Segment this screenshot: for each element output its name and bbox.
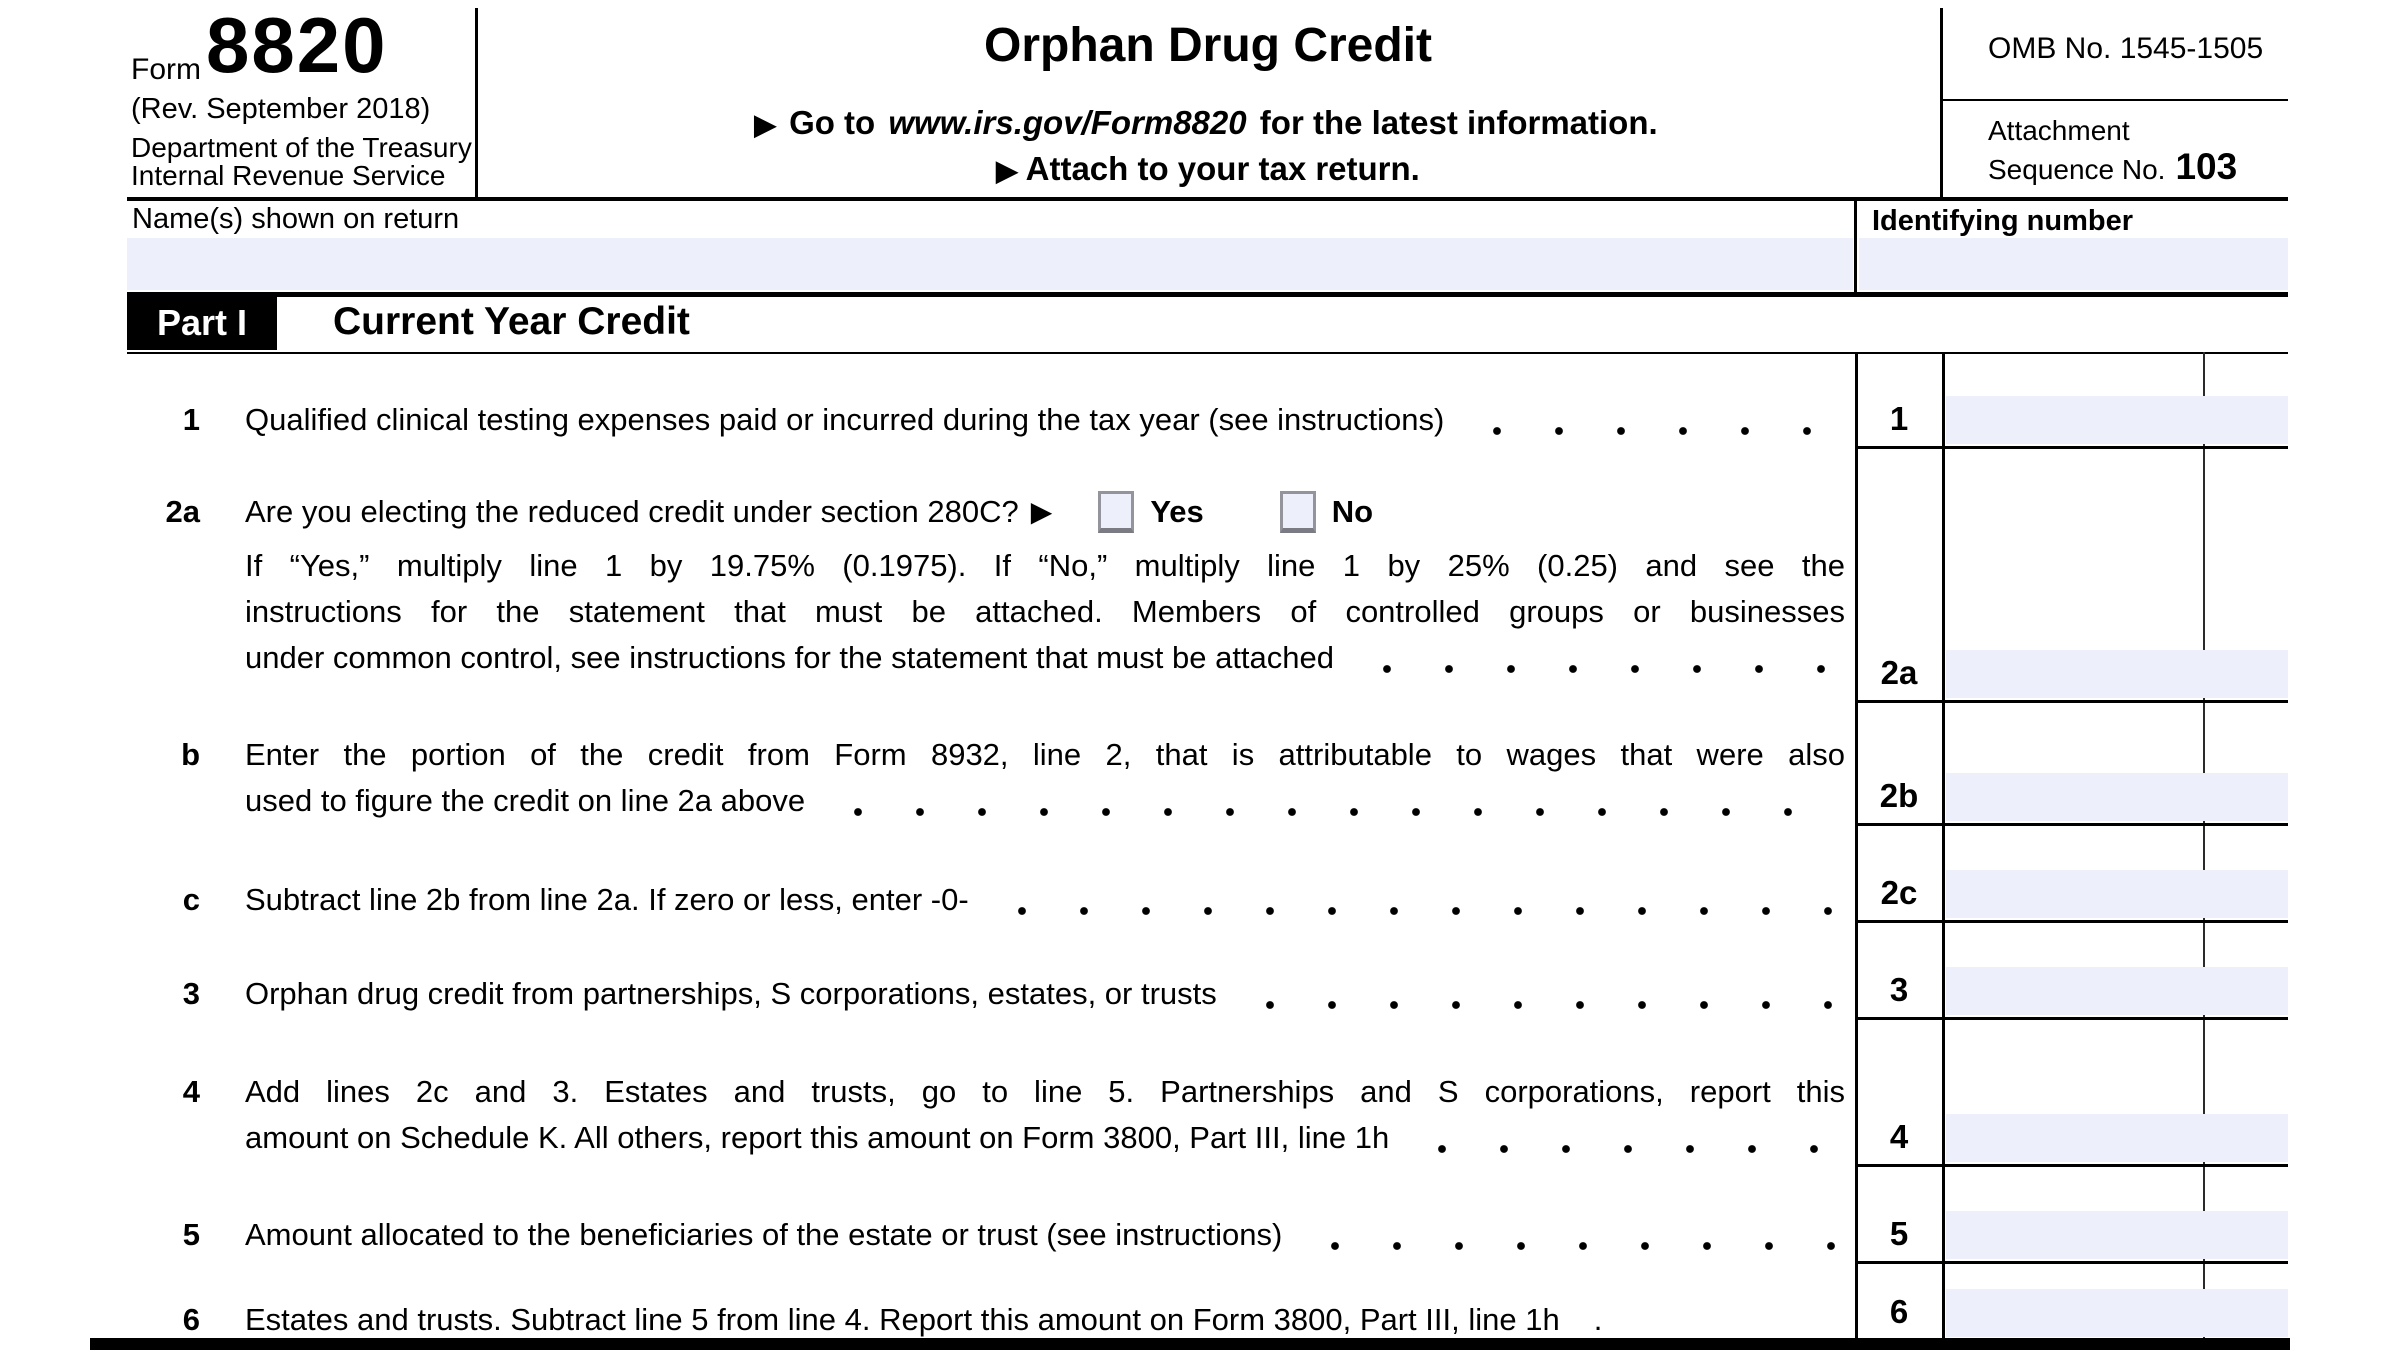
dot-leader [1462, 397, 1839, 443]
line-2a-box-label: 2a [1880, 654, 1918, 691]
line-4-number: 4 [182, 1074, 200, 1109]
attachment-label: Attachment [1988, 115, 2130, 146]
dot-leader [823, 778, 1839, 824]
number-column-line [1855, 352, 1858, 1338]
cents-column-line [2203, 352, 2205, 1338]
amount-column-line [1942, 352, 1945, 1338]
line-1-text-row [245, 397, 1845, 443]
part1-rule [127, 352, 2288, 354]
line-2b-box-label: 2b [1879, 777, 1919, 814]
agency-line-1: Department of the Treasury [131, 132, 472, 163]
line-1-text: Qualified clinical testing expenses paid or incurred during the tax year (see instructions) [245, 402, 1445, 437]
row-border-4 [1855, 1164, 2288, 1167]
line-2a-number: 2a [165, 494, 200, 529]
line-2a-question: Are you electing the reduced credit under section 280C? [245, 494, 1019, 529]
name-label: Name(s) shown on return [132, 203, 460, 235]
part1-badge: Part I [127, 296, 277, 350]
line-2a-para-line1: If “Yes,” multiply line 1 by 19.75% (0.1975). If “No,” multiply line 1 by 25% (0.25) and see the [245, 548, 1845, 583]
form-number: 8820 [206, 1, 388, 89]
name-id-divider [1854, 201, 1857, 292]
line-6-number: 6 [182, 1302, 200, 1337]
sequence-line [1988, 146, 2237, 188]
row-border-2b [1855, 823, 2288, 826]
attach-line [478, 150, 1938, 188]
name-input[interactable] [127, 238, 1853, 290]
line-1-number: 1 [182, 402, 200, 437]
sequence-number: 103 [2175, 146, 2238, 187]
line-2a-paragraph [245, 543, 1845, 681]
form-title: Orphan Drug Credit [983, 19, 1432, 72]
line-2b-line2: used to figure the credit on line 2a above [245, 783, 806, 818]
header-divider-right [1940, 8, 1943, 199]
agency-line-2: Internal Revenue Service [131, 160, 446, 191]
line-6-amount-field[interactable] [1946, 1289, 2288, 1337]
part1-title: Current Year Credit [333, 300, 690, 343]
line-2a-amount-field[interactable] [1946, 650, 2288, 698]
row-border-2c [1855, 920, 2288, 923]
line-4-box-label: 4 [1889, 1118, 1909, 1155]
sequence-label: Sequence No. [1988, 154, 2166, 185]
line-3-text-row [245, 971, 1845, 1017]
line-2c-number: c [182, 882, 200, 917]
line-3-number: 3 [182, 976, 200, 1011]
right-arrow-icon: ▶ [996, 155, 1018, 186]
form-revision: (Rev. September 2018) [131, 93, 431, 125]
omb-divider [1940, 99, 2288, 101]
line-2b-line1: Enter the portion of the credit from Form 8932, line 2, that is attributable to wages that were also [245, 737, 1845, 772]
line-2c-amount-field[interactable] [1946, 870, 2288, 918]
line-6-text-row [245, 1297, 1845, 1343]
page-bottom-edge [90, 1338, 2290, 1350]
line-5-amount-field[interactable] [1946, 1211, 2288, 1259]
line-2b-number: b [181, 737, 200, 772]
identifying-label: Identifying number [1872, 205, 2133, 237]
name-row-bottom-border [127, 292, 2288, 297]
goto-line [478, 104, 1938, 142]
line-6-text: Estates and trusts. Subtract line 5 from line 4. Report this amount on Form 3800, Part III, line 1h [245, 1302, 1560, 1337]
line-3-amount-field[interactable] [1946, 967, 2288, 1015]
line-4-amount-field[interactable] [1946, 1114, 2288, 1162]
line-2a-para-line3: under common control, see instructions for the statement that must be attached [245, 640, 1335, 675]
line-2c-text: Subtract line 2b from line 2a. If zero or less, enter -0- [245, 882, 969, 917]
identifying-number-input[interactable] [1859, 238, 2288, 290]
line-2a-para-line2: instructions for the statement that must be attached. Members of controlled groups or businesses [245, 594, 1845, 629]
goto-url[interactable]: www.irs.gov/Form8820 [888, 104, 1247, 141]
line-5-text-row [245, 1212, 1845, 1258]
line-4-line1: Add lines 2c and 3. Estates and trusts, go to line 5. Partnerships and S corporations, report this [245, 1074, 1845, 1109]
no-label: No [1331, 494, 1374, 529]
right-arrow-icon: ▶ [1030, 496, 1053, 527]
yes-checkbox[interactable] [1098, 491, 1134, 533]
line-2c-box-label: 2c [1880, 874, 1918, 911]
line-4-text [245, 1069, 1845, 1161]
header-bottom-border [127, 197, 2288, 201]
line-1-amount-field[interactable] [1946, 396, 2288, 444]
line-4-line2: amount on Schedule K. All others, report this amount on Form 3800, Part III, line 1h [245, 1120, 1390, 1155]
row-border-3 [1855, 1017, 2288, 1020]
line-2b-amount-field[interactable] [1946, 773, 2288, 821]
line-2a-question-row [245, 489, 1845, 535]
row-border-5 [1855, 1261, 2288, 1264]
attach-note: Attach to your tax return. [1025, 150, 1420, 187]
row-border-1 [1855, 446, 2288, 449]
line-5-text: Amount allocated to the beneficiaries of the estate or trust (see instructions) [245, 1217, 1283, 1252]
dot-leader [987, 877, 1839, 923]
line-6-dot: . [1593, 1302, 1603, 1337]
right-arrow-icon: ▶ [754, 109, 776, 140]
dot-leader [1352, 635, 1839, 681]
dot-leader [1407, 1115, 1839, 1161]
row-border-2a [1855, 700, 2288, 703]
dot-leader [1300, 1212, 1839, 1258]
form-word: Form [131, 53, 201, 86]
line-5-number: 5 [182, 1217, 200, 1252]
goto-suffix: for the latest information. [1259, 104, 1658, 141]
line-3-box-label: 3 [1889, 971, 1909, 1008]
line-6-box-label: 6 [1889, 1293, 1909, 1330]
line-3-text: Orphan drug credit from partnerships, S corporations, estates, or trusts [245, 976, 1217, 1011]
omb-number: OMB No. 1545-1505 [1988, 32, 2264, 65]
yes-label: Yes [1150, 494, 1204, 529]
line-2b-text [245, 732, 1845, 824]
dot-leader [1235, 971, 1839, 1017]
line-1-box-label: 1 [1889, 400, 1909, 437]
goto-prefix: Go to [789, 104, 876, 141]
no-checkbox[interactable] [1280, 491, 1316, 533]
line-2c-text-row [245, 877, 1845, 923]
line-5-box-label: 5 [1889, 1215, 1909, 1252]
